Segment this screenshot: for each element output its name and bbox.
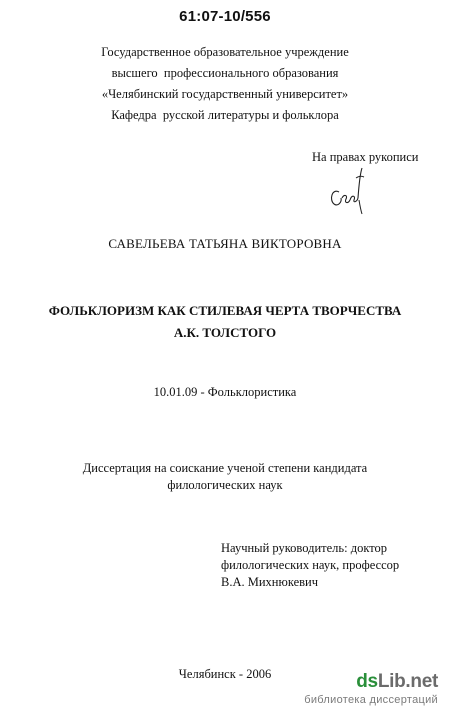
thesis-title-line-2: А.К. ТОЛСТОГО bbox=[173, 325, 277, 340]
rights-note: На правах рукописи bbox=[312, 150, 419, 164]
catalog-code: 61:07-10/556 bbox=[179, 8, 271, 25]
specialty-code: 10.01.09 - Фольклористика bbox=[153, 385, 297, 399]
advisor-block bbox=[221, 540, 399, 591]
dissertation-line-1: Диссертация на соискание ученой степени кандидата bbox=[82, 461, 368, 475]
institution-line-2: высшего профессионального образования bbox=[111, 66, 339, 80]
watermark-logo bbox=[356, 671, 438, 693]
institution-line-1: Государственное образовательное учреждение bbox=[101, 45, 349, 59]
dissertation-line-2: филологических наук bbox=[167, 478, 283, 492]
institution-line-3: «Челябинский государственный университет» bbox=[101, 87, 349, 101]
watermark-subtitle: библиотека диссертаций bbox=[304, 694, 438, 706]
advisor-line-2: филологических наук, профессор bbox=[221, 558, 400, 572]
watermark-logo-part1: ds bbox=[356, 671, 378, 692]
advisor-line-3: В.А. Михнюкевич bbox=[221, 575, 319, 589]
author-name: САВЕЛЬЕВА ТАТЬЯНА ВИКТОРОВНА bbox=[108, 236, 342, 251]
handwritten-signature bbox=[326, 164, 366, 216]
advisor-line-1: Научный руководитель: доктор bbox=[221, 541, 388, 555]
watermark-logo-part2: Lib.net bbox=[377, 671, 438, 692]
city-year: Челябинск - 2006 bbox=[178, 667, 272, 681]
thesis-title-line-1: ФОЛЬКЛОРИЗМ КАК СТИЛЕВАЯ ЧЕРТА ТВОРЧЕСТВА bbox=[48, 303, 402, 318]
institution-line-4: Кафедра русской литературы и фольклора bbox=[111, 108, 339, 122]
